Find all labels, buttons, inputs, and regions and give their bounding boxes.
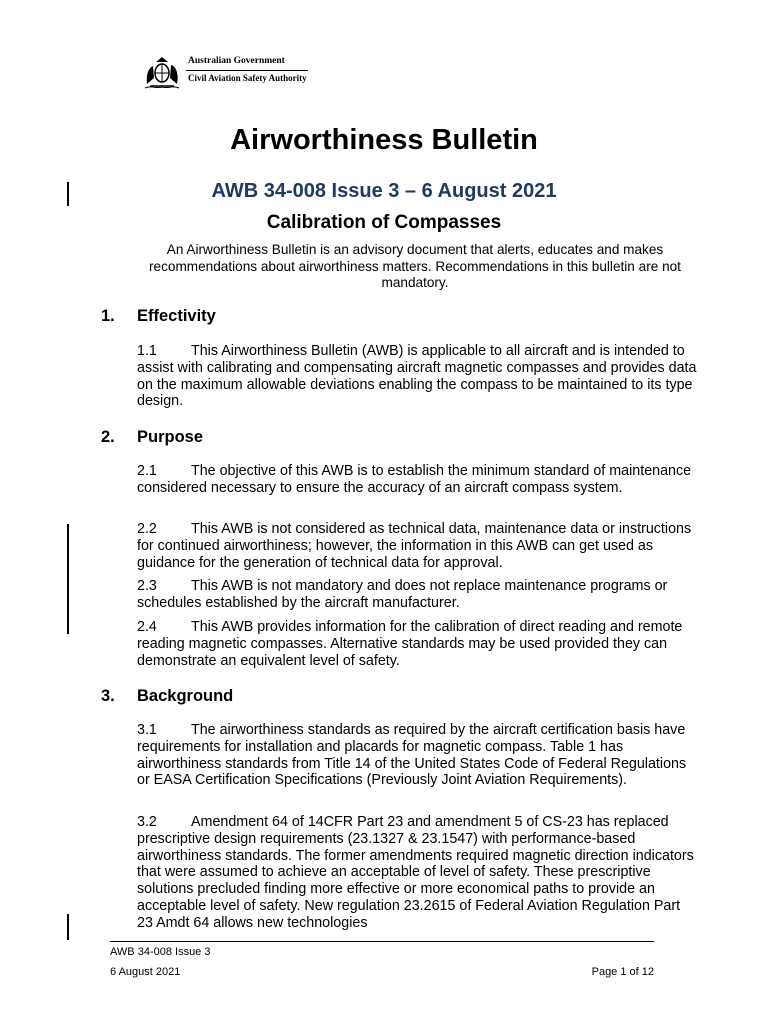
paragraph-number: 3.1	[137, 722, 157, 738]
paragraph-text: This AWB is not mandatory and does not replace maintenance programs or schedules established by the aircraft manufacturer.	[137, 578, 668, 611]
footer-date: 6 August 2021	[110, 966, 181, 978]
government-logo	[138, 50, 314, 96]
footer-divider	[110, 941, 654, 942]
paragraph-number: 3.2	[137, 814, 157, 830]
section-heading-purpose	[101, 428, 203, 447]
change-bar	[67, 914, 69, 940]
section-number: 3.	[101, 687, 115, 705]
paragraph-text: The airworthiness standards as required by the aircraft certification basis have requirements for installation and placards for magnetic compass. Table 1 has airworthiness standards from Title 14 of the United States Code of Federal Regulations or EASA Certification Specifications (Previously Joint Aviation Requirements).	[137, 722, 687, 789]
document-title: Airworthiness Bulletin	[230, 124, 538, 156]
section-heading-effectivity	[101, 307, 216, 326]
section-number: 2.	[101, 428, 115, 446]
paragraph-2-4	[137, 619, 697, 669]
logo-divider	[186, 70, 308, 71]
change-bar	[67, 524, 69, 634]
section-heading-background	[101, 687, 233, 706]
government-name: Australian Government	[188, 56, 285, 66]
paragraph-text: The objective of this AWB is to establish the minimum standard of maintenance considered necessary to ensure the accuracy of an aircraft compass system.	[137, 463, 692, 496]
paragraph-2-2	[137, 521, 697, 571]
paragraph-number: 2.3	[137, 578, 157, 594]
paragraph-text: This Airworthiness Bulletin (AWB) is applicable to all aircraft and is intended to assist with calibrating and compensating aircraft magnetic compasses and provides data on the maximum allowable deviations enabling the compass to be maintained to its type design.	[137, 343, 697, 410]
paragraph-number: 2.2	[137, 521, 157, 537]
coat-of-arms-icon	[142, 52, 182, 92]
paragraph-text: This AWB provides information for the calibration of direct reading and remote reading magnetic compasses. Alternative standards may be used provided they can demonstrate an equivalent level of safety.	[137, 619, 683, 669]
section-number: 1.	[101, 307, 115, 325]
document-subtitle: AWB 34-008 Issue 3 – 6 August 2021	[211, 180, 557, 202]
paragraph-number: 2.1	[137, 463, 157, 479]
intro-paragraph: An Airworthiness Bulletin is an advisory document that alerts, educates and makes recommendations about airworthiness matters. Recommendations in this bulletin are not mandatory.	[149, 242, 681, 290]
footer-doc-id: AWB 34-008 Issue 3	[110, 946, 211, 958]
document-subject: Calibration of Compasses	[266, 212, 502, 233]
paragraph-number: 1.1	[137, 343, 157, 359]
paragraph-number: 2.4	[137, 619, 157, 635]
paragraph-3-2	[137, 814, 697, 932]
section-title: Purpose	[137, 428, 204, 446]
section-title: Background	[137, 687, 234, 705]
paragraph-2-1	[137, 463, 697, 497]
footer-page-number: Page 1 of 12	[591, 966, 654, 978]
paragraph-3-1	[137, 722, 697, 789]
paragraph-2-3	[137, 578, 697, 612]
agency-name: Civil Aviation Safety Authority	[188, 73, 307, 83]
paragraph-1-1	[137, 343, 697, 410]
paragraph-text: This AWB is not considered as technical data, maintenance data or instructions for continued airworthiness; however, the information in this AWB can get used as guidance for the generation of technical data for approval.	[137, 521, 692, 571]
paragraph-text: Amendment 64 of 14CFR Part 23 and amendment 5 of CS-23 has replaced prescriptive design requirements (23.1327 & 23.1547) with performance-based airworthiness standards. The former amendments required magnetic direction indicators that were assumed to achieve an acceptable of level of safety. These prescriptive solutions precluded finding more effective or more economical paths to provide an acceptable level of safety. New regulation 23.2615 of Federal Aviation Regulation Part 23 Amdt 64 allows new technologies	[137, 814, 694, 931]
section-title: Effectivity	[137, 307, 216, 325]
